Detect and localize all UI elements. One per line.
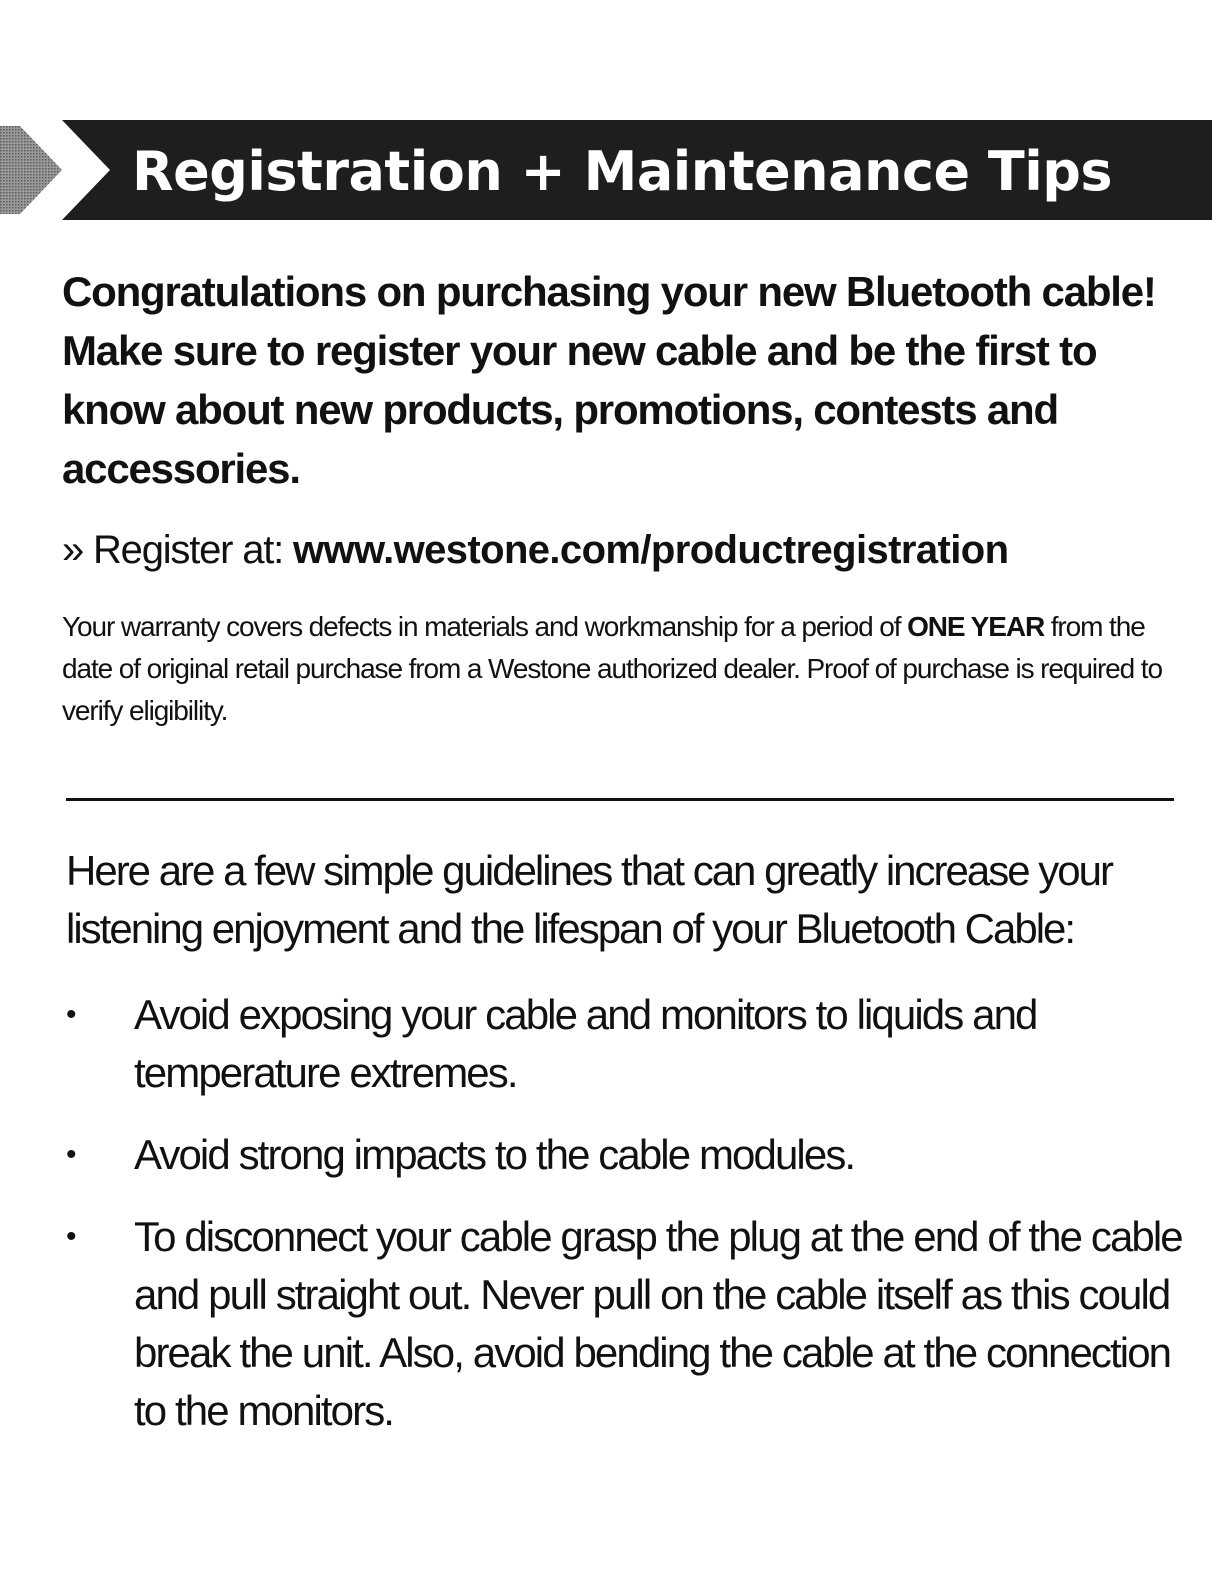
register-line bbox=[62, 522, 1182, 578]
arrow-chevron-icon bbox=[0, 126, 62, 214]
list-item bbox=[66, 986, 1186, 1102]
bullet-icon: • bbox=[66, 1138, 75, 1171]
register-prefix: » Register at: bbox=[62, 528, 294, 572]
section-header bbox=[0, 120, 1212, 220]
registration-url[interactable]: www.westone.com/productregistration bbox=[293, 528, 1009, 572]
bullet-icon: • bbox=[66, 998, 75, 1031]
warranty-paragraph bbox=[62, 606, 1182, 732]
warranty-text-start: Your warranty covers defects in materials and workmanship for a period of bbox=[62, 611, 908, 642]
guidelines-intro: Here are a few simple guidelines that can greatly increase your listening enjoyment and the lifespan of your Bluetooth Cable: bbox=[66, 847, 1112, 952]
tips-list bbox=[66, 986, 1186, 1464]
tip-text: Avoid strong impacts to the cable modules. bbox=[134, 1131, 855, 1178]
list-item bbox=[66, 1126, 1186, 1184]
warranty-text-end: from the date of original retail purchase from a Westone authorized dealer. Proof of purchase is required to verify eligibility. bbox=[62, 611, 1162, 726]
page-title: Registration + Maintenance Tips bbox=[132, 140, 1113, 203]
tip-text: To disconnect your cable grasp the plug at the end of the cable and pull straight out. Never pull on the cable itself as this could break the unit. Also, avoid bending the cable at the connection to the monitors. bbox=[134, 1213, 1182, 1434]
tip-text: Avoid exposing your cable and monitors to liquids and temperature extremes. bbox=[134, 991, 1037, 1096]
section-divider bbox=[66, 798, 1174, 801]
list-item bbox=[66, 1208, 1186, 1440]
bullet-icon: • bbox=[66, 1220, 75, 1253]
intro-paragraph: Congratulations on purchasing your new Bluetooth cable! Make sure to register your new cable and be the first to know about new products, promotions, contests and accessories. bbox=[62, 268, 1156, 492]
warranty-period: ONE YEAR bbox=[907, 611, 1045, 642]
